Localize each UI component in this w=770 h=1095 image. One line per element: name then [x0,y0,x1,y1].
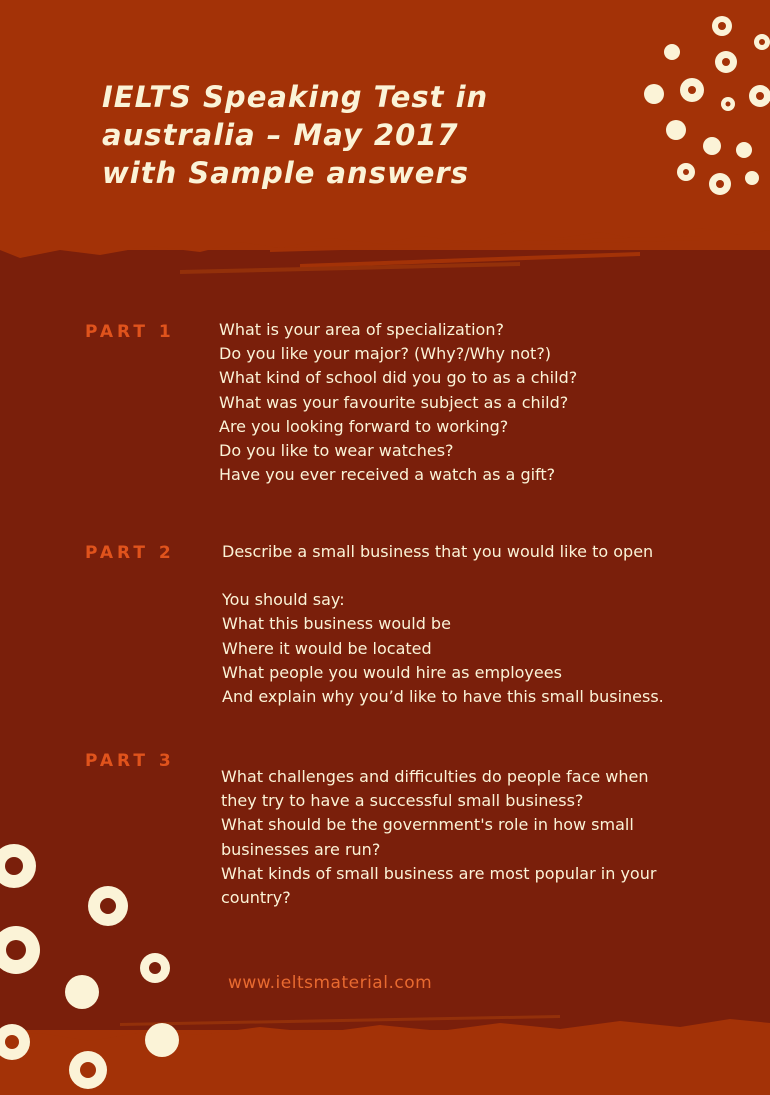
list-item: Do you like to wear watches? [219,441,454,461]
list-item: What should be the government's role in how small [221,815,634,835]
list-item: What this business would be [222,614,451,634]
title-line-2: australia – May 2017 [102,118,459,152]
list-item: You should say: [222,590,345,610]
website-link[interactable]: www.ieltsmaterial.com [228,973,433,993]
brush-stroke-top [0,200,770,320]
list-item: Have you ever received a watch as a gift? [219,465,556,485]
list-item: Are you looking forward to working? [219,416,509,436]
cue-card-topic: Describe a small business that you would like to open [222,542,654,561]
list-item: Do you like your major? (Why?/Why not?) [219,344,552,364]
title-line-3: with Sample answers [102,156,469,190]
part-3-questions [221,765,656,910]
list-item: country? [221,888,291,908]
part-1-label: PART 1 [85,322,175,342]
list-item: businesses are run? [221,839,381,859]
list-item: What kind of school did you go to as a child? [219,368,578,388]
list-item: What challenges and difficulties do people face when [221,767,649,786]
list-item: And explain why you’d like to have this small business. [222,687,664,707]
part-3-label: PART 3 [85,751,175,771]
brush-stroke-bottom [0,975,770,1095]
list-item: Where it would be located [222,638,432,658]
part-2-label: PART 2 [85,543,175,563]
poster-title [102,78,602,192]
spacer [222,564,664,588]
list-item: they try to have a successful small business? [221,791,584,811]
list-item: What people you would hire as employees [222,662,562,682]
title-line-1: IELTS Speaking Test in [102,80,489,114]
list-item: What kinds of small business are most popular in your [221,863,657,883]
part-1-questions [219,318,577,487]
list-item: What was your favourite subject as a child? [219,392,569,412]
list-item: What is your area of specialization? [219,320,504,339]
part-2-cue-card [222,540,664,709]
